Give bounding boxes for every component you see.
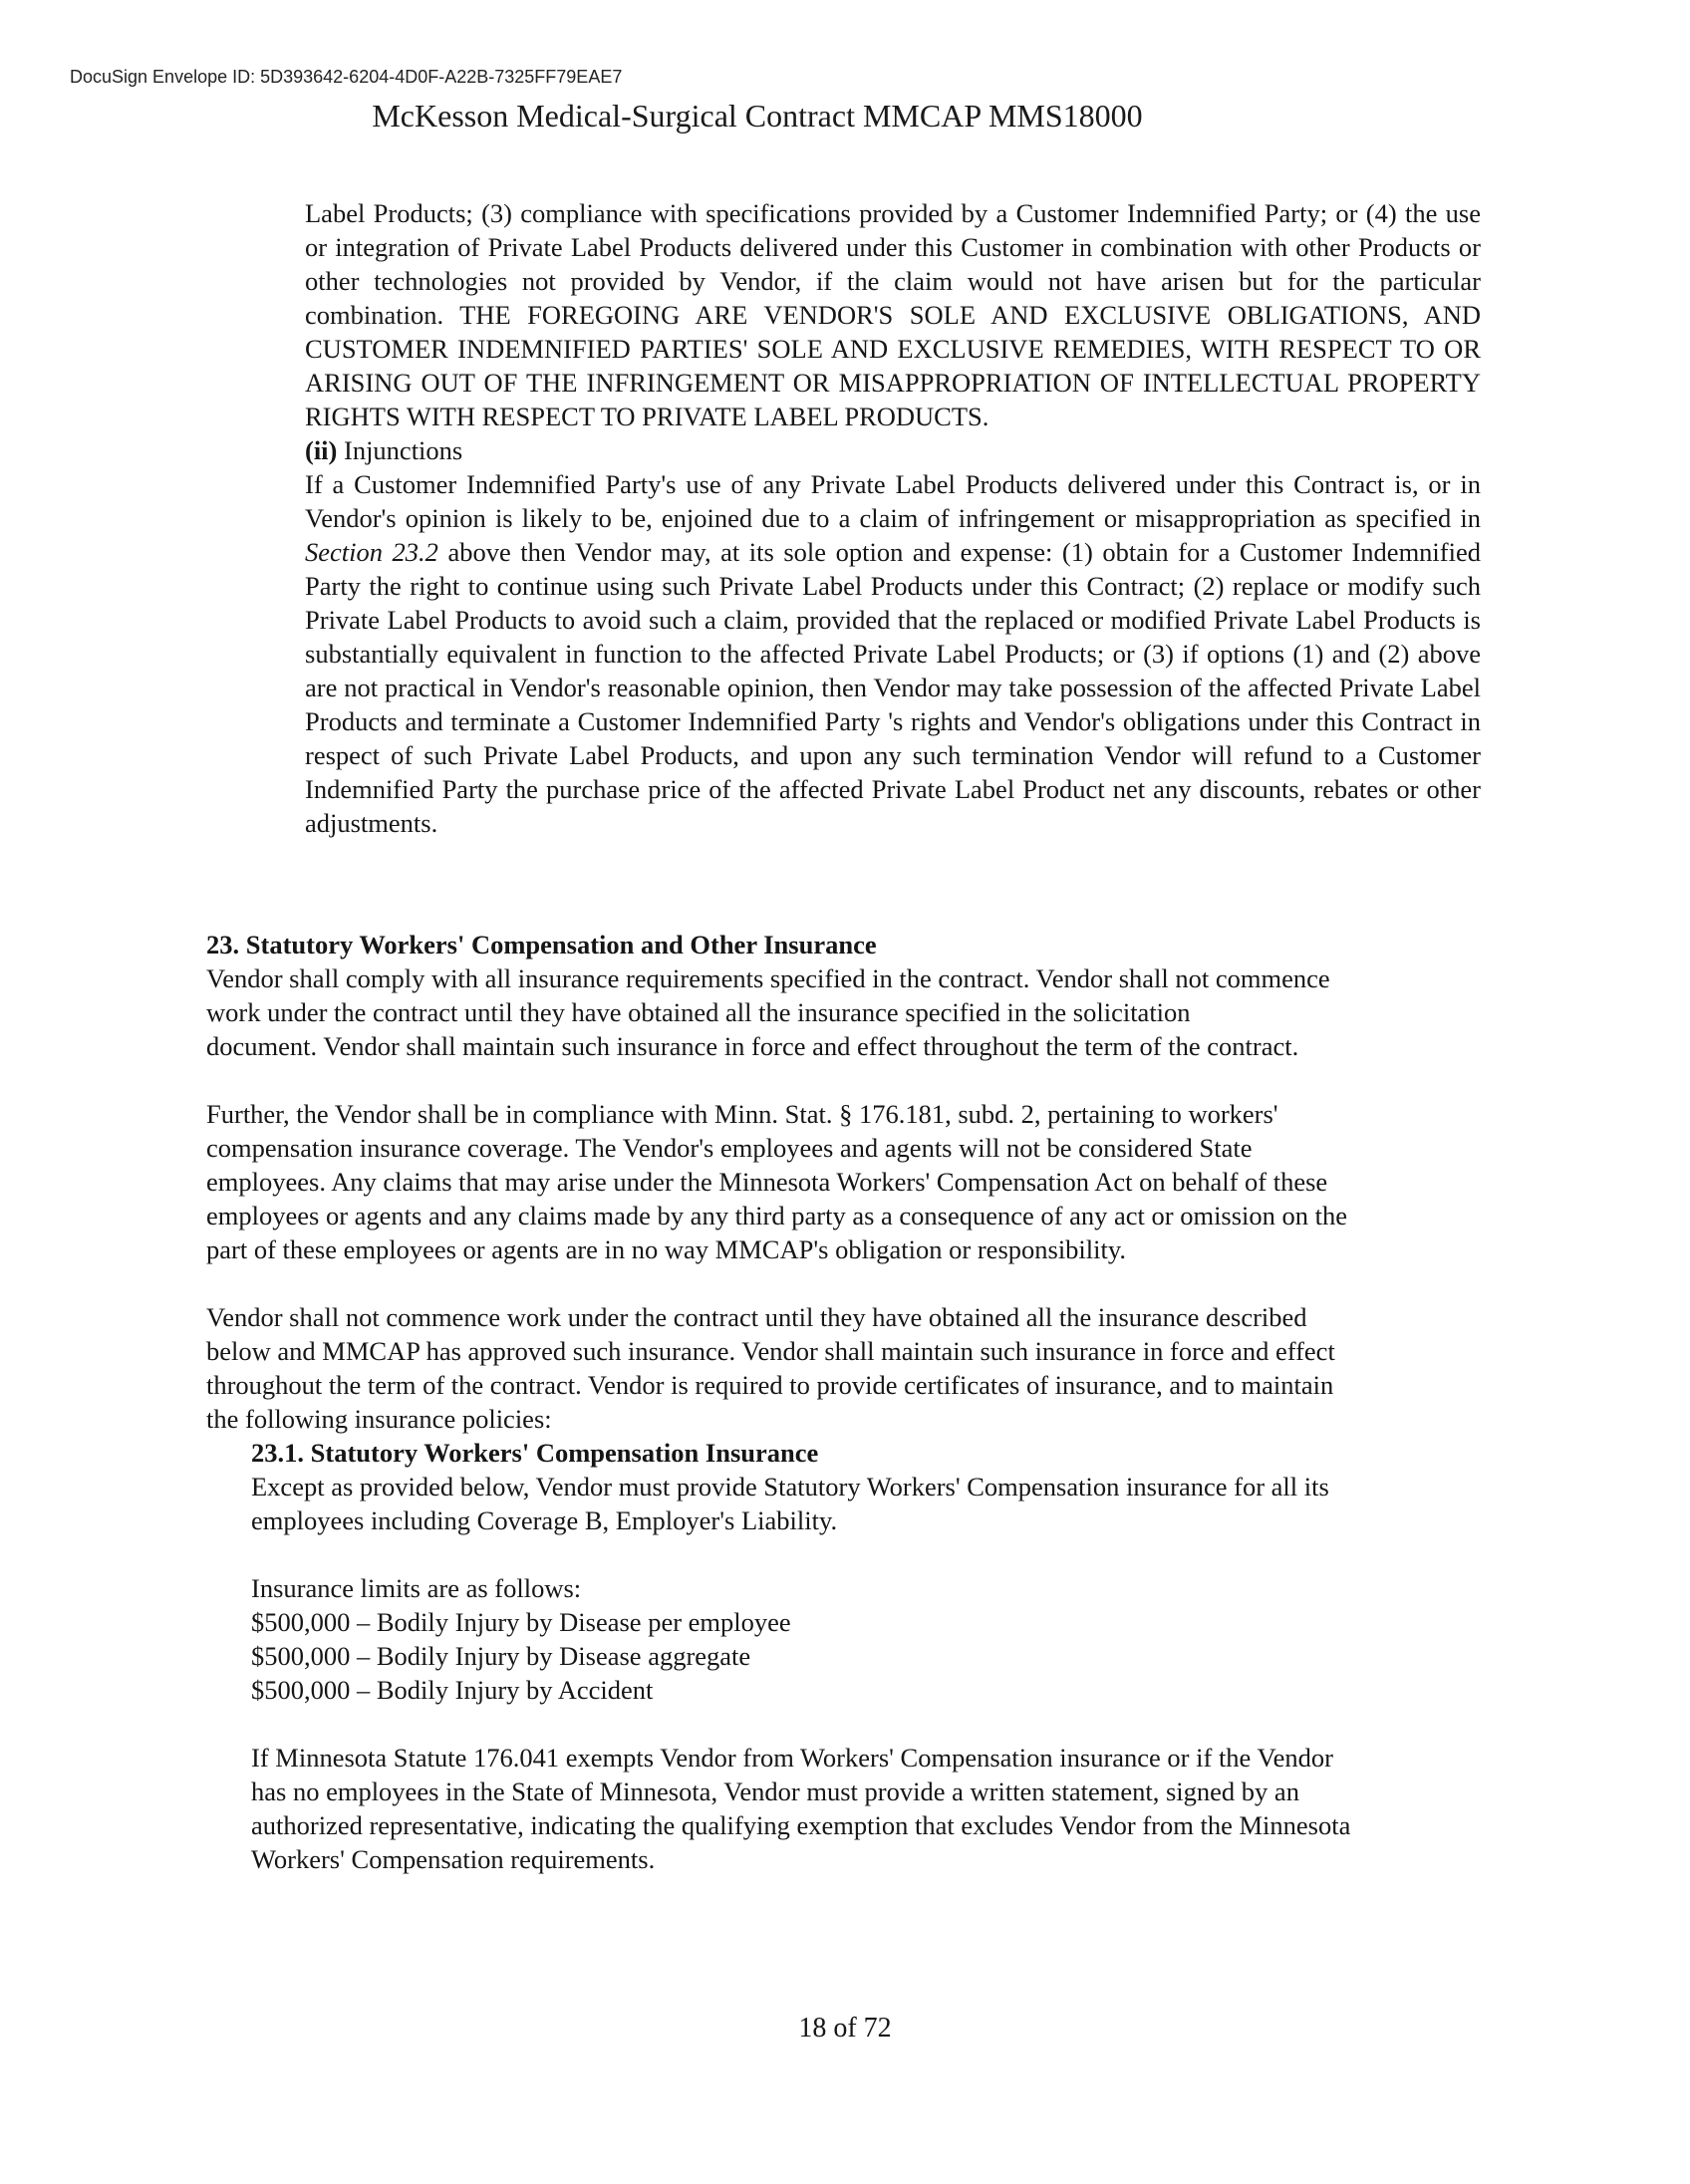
text-line: employees or agents and any claims made by any third party as a consequence of any act or omission on the [206, 1201, 1348, 1230]
section-23 [206, 928, 1482, 1063]
text-line: compensation insurance coverage. The Vendor's employees and agents will not be considered State [206, 1133, 1253, 1163]
insurance-limits [251, 1571, 1482, 1707]
text-line: employees. Any claims that may arise under the Minnesota Workers' Compensation Act on behalf of these [206, 1167, 1328, 1197]
injunctions-text-2: above then Vendor may, at its sole option and expense: (1) obtain for a Customer Indemnified Party the right to continue using such Private Label Products under this Contract; (2) replace or modify such Private Label Products to avoid such a claim, provided that the replaced or modified Private Label Products is substantially equivalent in function to the affected Private Label Products; or (3) if options (1) and (2) above are not practical in Vendor's reasonable opinion, then Vendor may take possession of the affected Private Label Products and terminate a Customer Indemnified Party 's rights and Vendor's obligations under this Contract in respect of such Private Label Products, and upon any such termination Vendor will refund to a Customer Indemnified Party the purchase price of the affected Private Label Product net any discounts, rebates or other adjustments. [305, 537, 1481, 838]
injunctions-label: Injunctions [337, 435, 463, 465]
limit-item: $500,000 – Bodily Injury by Accident [251, 1675, 654, 1705]
text-line: work under the contract until they have obtained all the insurance specified in the solicitation [206, 997, 1191, 1027]
limit-item: $500,000 – Bodily Injury by Disease aggregate [251, 1641, 751, 1671]
document-header: McKesson Medical-Surgical Contract MMCAP MMS18000 [372, 98, 1143, 134]
text-line: Vendor shall not commence work under the contract until they have obtained all the insurance described [206, 1302, 1307, 1332]
page-number: 18 of 72 [798, 2013, 892, 2044]
section-23-1 [251, 1436, 1482, 1537]
text-line: Workers' Compensation requirements. [251, 1844, 656, 1874]
text-line: authorized representative, indicating the qualifying exemption that excludes Vendor from the Minnesota [251, 1810, 1351, 1840]
text-line: below and MMCAP has approved such insurance. Vendor shall maintain such insurance in force and effect [206, 1336, 1335, 1366]
text-line: the following insurance policies: [206, 1404, 552, 1434]
limits-intro: Insurance limits are as follows: [251, 1573, 582, 1603]
docusign-envelope-id: DocuSign Envelope ID: 5D393642-6204-4D0F-A22B-7325FF79EAE7 [70, 67, 623, 87]
exemption-paragraph [251, 1741, 1482, 1876]
text-line: has no employees in the State of Minnesota, Vendor must provide a written statement, signed by an [251, 1776, 1299, 1806]
text-line: Except as provided below, Vendor must provide Statutory Workers' Compensation insurance for all its [251, 1472, 1329, 1502]
section-23-para-2 [206, 1097, 1482, 1266]
text-line: If Minnesota Statute 176.041 exempts Vendor from Workers' Compensation insurance or if the Vendor [251, 1743, 1333, 1773]
text-line: Vendor shall comply with all insurance requirements specified in the contract. Vendor shall not commence [206, 963, 1330, 993]
section-reference: Section 23.2 [305, 537, 438, 567]
section-23-heading: 23. Statutory Workers' Compensation and Other Insurance [206, 930, 877, 959]
limit-item: $500,000 – Bodily Injury by Disease per employee [251, 1607, 791, 1637]
section-23-1-para-1 [251, 1470, 1482, 1537]
text-line: document. Vendor shall maintain such insurance in force and effect throughout the term of the contract. [206, 1031, 1299, 1061]
section-23-para-3 [206, 1300, 1482, 1436]
section-23-para-1 [206, 961, 1482, 1063]
text-line: throughout the term of the contract. Vendor is required to provide certificates of insurance, and to maintain [206, 1370, 1334, 1400]
text-line: Further, the Vendor shall be in compliance with Minn. Stat. § 176.181, subd. 2, pertaining to workers' [206, 1099, 1278, 1129]
infringement-exclusions-paragraph: Label Products; (3) compliance with specifications provided by a Customer Indemnified Party; or (4) the use or integration of Private Label Products delivered under this Customer in combination with other Products or other technologies not provided by Vendor, if the claim would not have arisen but for the particular combination. THE FOREGOING ARE VENDOR'S SOLE AND EXCLUSIVE OBLIGATIONS, AND CUSTOMER INDEMNIFIED PARTIES' SOLE AND EXCLUSIVE REMEDIES, WITH RESPECT TO OR ARISING OUT OF THE INFRINGEMENT OR MISAPPROPRIATION OF INTELLECTUAL PROPERTY RIGHTS WITH RESPECT TO PRIVATE LABEL PRODUCTS. [305, 198, 1481, 431]
injunctions-paragraph [305, 467, 1481, 840]
text-line: employees including Coverage B, Employer's Liability. [251, 1505, 838, 1535]
injunctions-text-1: If a Customer Indemnified Party's use of any Private Label Products delivered under this Contract is, or in Vendor's opinion is likely to be, enjoined due to a claim of infringement or misappropriation as specified in [305, 469, 1481, 533]
section-23-1-heading: 23.1. Statutory Workers' Compensation Insurance [251, 1438, 819, 1468]
indemnification-block [305, 196, 1481, 840]
injunctions-number: (ii) [305, 435, 338, 465]
injunctions-heading [305, 433, 1481, 467]
text-line: part of these employees or agents are in no way MMCAP's obligation or responsibility. [206, 1234, 1127, 1264]
